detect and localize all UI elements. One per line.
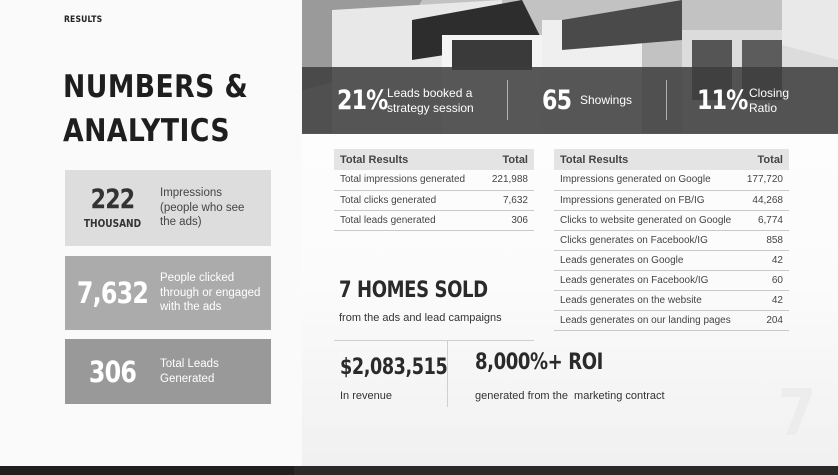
column-header: Total: [740, 149, 789, 170]
row-value: 858: [740, 230, 789, 250]
impressions-value: 222: [90, 183, 135, 215]
clicks-card: [65, 256, 271, 330]
impressions-card: [65, 170, 271, 246]
row-label: Leads generates on Facebook/IG: [554, 270, 740, 290]
band-closing-number: 11%: [697, 85, 748, 116]
row-label: Clicks to website generated on Google: [554, 210, 740, 230]
roi-title: 8,000%+ ROI: [475, 350, 603, 375]
row-value: 42: [740, 250, 789, 270]
table-header-row: [554, 149, 789, 170]
row-value: 7,632: [482, 190, 534, 210]
band-divider: [666, 80, 667, 120]
section-label: RESULTS: [64, 15, 103, 25]
row-value: 204: [740, 310, 789, 330]
column-header: Total Results: [554, 149, 740, 170]
table-header-row: [334, 149, 534, 170]
leads-description: Total Leads Generated: [160, 358, 219, 385]
row-value: 221,988: [482, 170, 534, 190]
table-row: [554, 290, 789, 310]
revenue-amount: $2,083,515: [340, 355, 448, 380]
leads-number: 306: [88, 354, 137, 389]
column-header: Total: [482, 149, 534, 170]
table-row: [554, 270, 789, 290]
row-label: Leads generates on our landing pages: [554, 310, 740, 330]
clicks-description: People clicked through or engaged with the ads: [160, 272, 261, 314]
row-label: Total clicks generated: [334, 190, 482, 210]
row-label: Impressions generated on FB/IG: [554, 190, 740, 210]
title-line-2: ANALYTICS: [63, 113, 230, 149]
impressions-unit: THOUSAND: [83, 216, 142, 230]
table-row: [554, 310, 789, 330]
band-stat-showings: [542, 67, 632, 134]
page-number: 7: [778, 377, 816, 451]
row-label: Total leads generated: [334, 210, 482, 230]
band-divider: [507, 80, 508, 120]
divider: [334, 340, 534, 341]
row-value: 6,774: [740, 210, 789, 230]
band-showings-number: 65: [542, 85, 572, 116]
row-value: 44,268: [740, 190, 789, 210]
clicks-number: 7,632: [76, 276, 149, 310]
band-stat-closing: [697, 67, 794, 134]
homes-sold-title: 7 HOMES SOLD: [339, 278, 488, 303]
row-label: Total impressions generated: [334, 170, 482, 190]
table-row: [554, 250, 789, 270]
row-label: Clicks generates on Facebook/IG: [554, 230, 740, 250]
table-row: [554, 170, 789, 190]
band-sessions-number: 21%: [337, 85, 388, 116]
title-line-1: NUMBERS &: [63, 69, 249, 105]
row-label: Leads generates on Google: [554, 250, 740, 270]
impressions-description: Impressions (people who see the ads): [160, 187, 245, 229]
row-value: 177,720: [740, 170, 789, 190]
row-value: 42: [740, 290, 789, 310]
row-value: 306: [482, 210, 534, 230]
band-sessions-label: Leads booked a strategy session: [387, 86, 474, 115]
band-closing-label: Closing Ratio: [749, 86, 790, 115]
table-row: [554, 210, 789, 230]
column-header: Total Results: [334, 149, 482, 170]
channel-breakdown-table: [554, 149, 789, 331]
page-title: [63, 65, 265, 153]
row-label: Leads generates on the website: [554, 290, 740, 310]
leads-card: [65, 339, 271, 404]
band-stat-sessions: [337, 67, 477, 134]
impressions-number: [74, 183, 152, 231]
totals-table: [334, 149, 534, 231]
band-showings-label: Showings: [580, 93, 633, 108]
row-value: 60: [740, 270, 789, 290]
roi-subtitle: generated from the marketing contract: [475, 390, 665, 402]
table-row: [334, 190, 534, 210]
table-row: [334, 170, 534, 190]
table-row: [554, 230, 789, 250]
table-row: [554, 190, 789, 210]
revenue-label: In revenue: [340, 390, 392, 402]
table-row: [334, 210, 534, 230]
homes-sold-subtitle: from the ads and lead campaigns: [339, 312, 502, 324]
footer-bar-accent: [294, 466, 838, 475]
row-label: Impressions generated on Google: [554, 170, 740, 190]
